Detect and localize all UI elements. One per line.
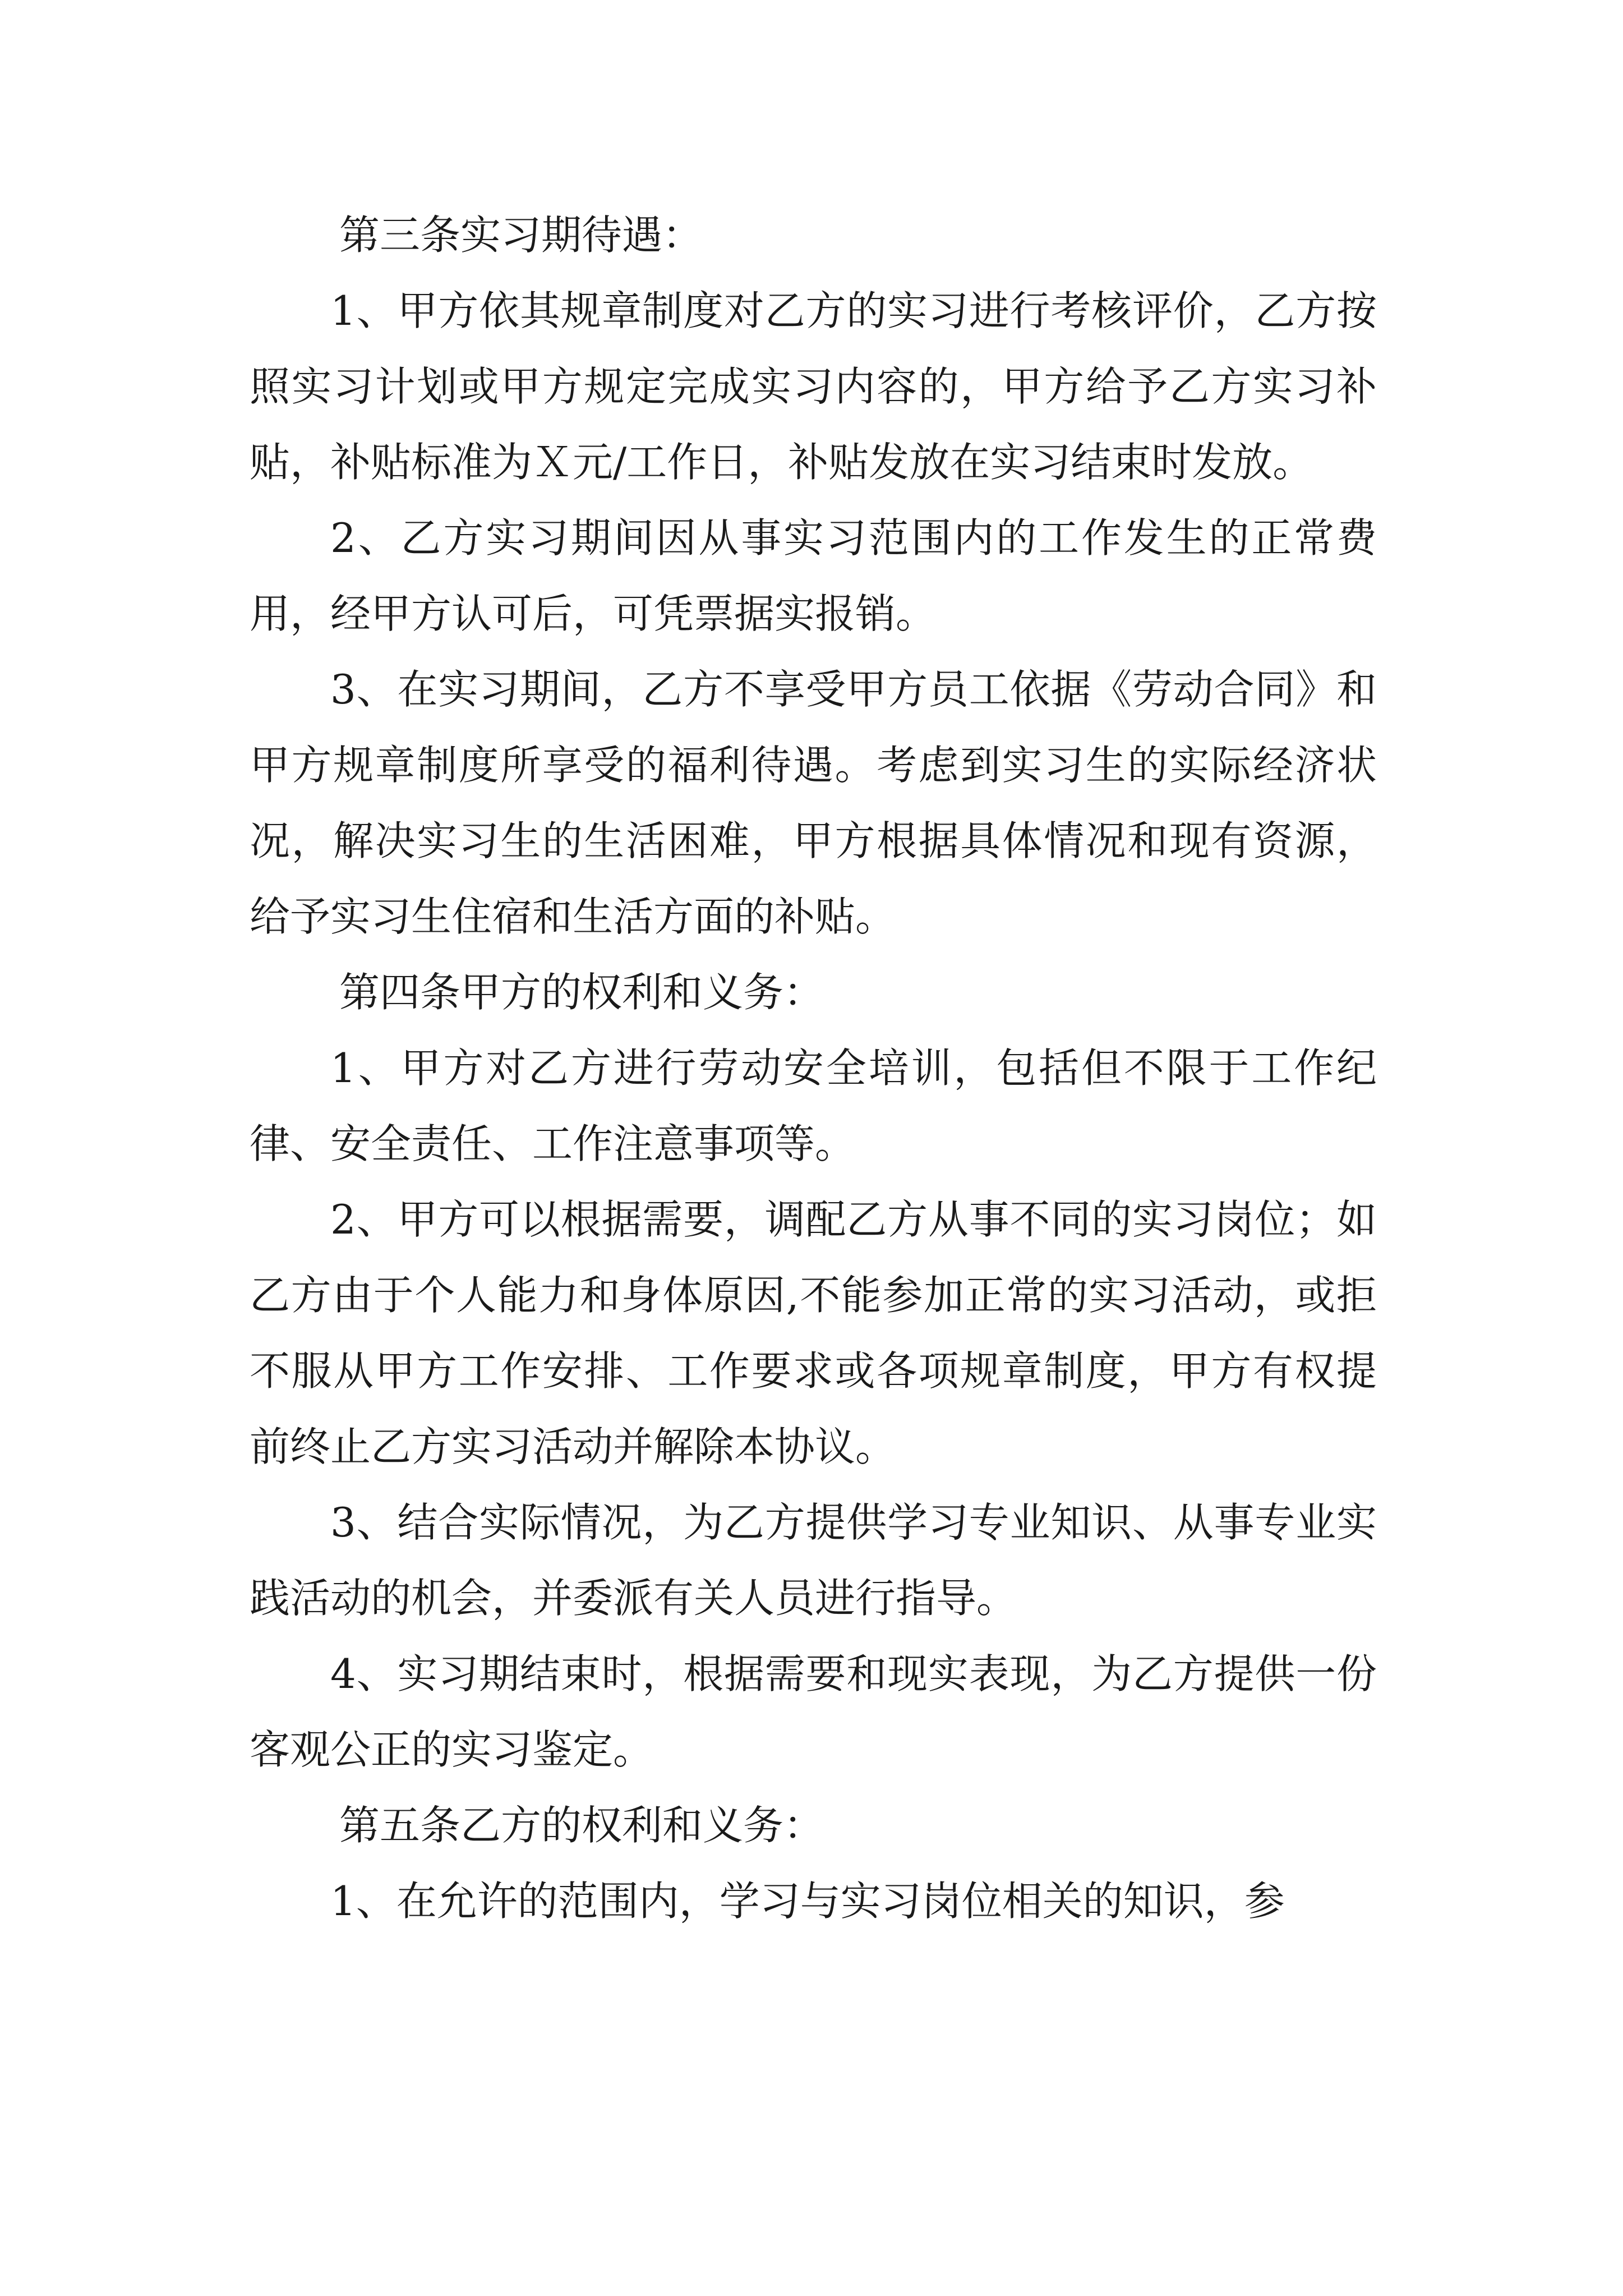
paragraph: 2、乙方实习期间因从事实习范围内的工作发生的正常费用，经甲方认可后，可凭票据实报销。: [250, 514, 1377, 637]
article-heading: 第四条甲方的权利和义务：: [339, 969, 824, 1016]
paragraph: 1、甲方依其规章制度对乙方的实习进行考核评价，乙方按照实习计划或甲方规定完成实习内容的，甲方给予乙方实习补贴，补贴标准为Ｘ元/工作日，补贴发放在实习结束时发放。: [250, 287, 1377, 486]
paragraph: 1、在允许的范围内，学习与实习岗位相关的知识，参: [330, 1878, 1285, 1925]
paragraph: 1、甲方对乙方进行劳动安全培训，包括但不限于工作纪律、安全责任、工作注意事项等。: [250, 1045, 1377, 1167]
paragraph: 3、在实习期间，乙方不享受甲方员工依据《劳动合同》和甲方规章制度所享受的福利待遇。考虑到实习生的实际经济状况，解决实习生的生活困难，甲方根据具体情况和现有资源，给予实习生住宿和生活方面的补贴。: [250, 666, 1377, 940]
document-body: [250, 197, 1377, 1939]
paragraph: 3、结合实际情况，为乙方提供学习专业知识、从事专业实践活动的机会，并委派有关人员进行指导。: [250, 1499, 1377, 1622]
paragraph: 2、甲方可以根据需要，调配乙方从事不同的实习岗位；如乙方由于个人能力和身体原因,不能参加正常的实习活动，或拒不服从甲方工作安排、工作要求或各项规章制度，甲方有权提前终止乙方实习活动并解除本协议。: [250, 1196, 1377, 1470]
paragraph: 4、实习期结束时，根据需要和现实表现，为乙方提供一份客观公正的实习鉴定。: [250, 1650, 1377, 1773]
article-heading: 第三条实习期待遇：: [339, 211, 703, 259]
article-heading: 第五条乙方的权利和义务：: [339, 1802, 824, 1849]
